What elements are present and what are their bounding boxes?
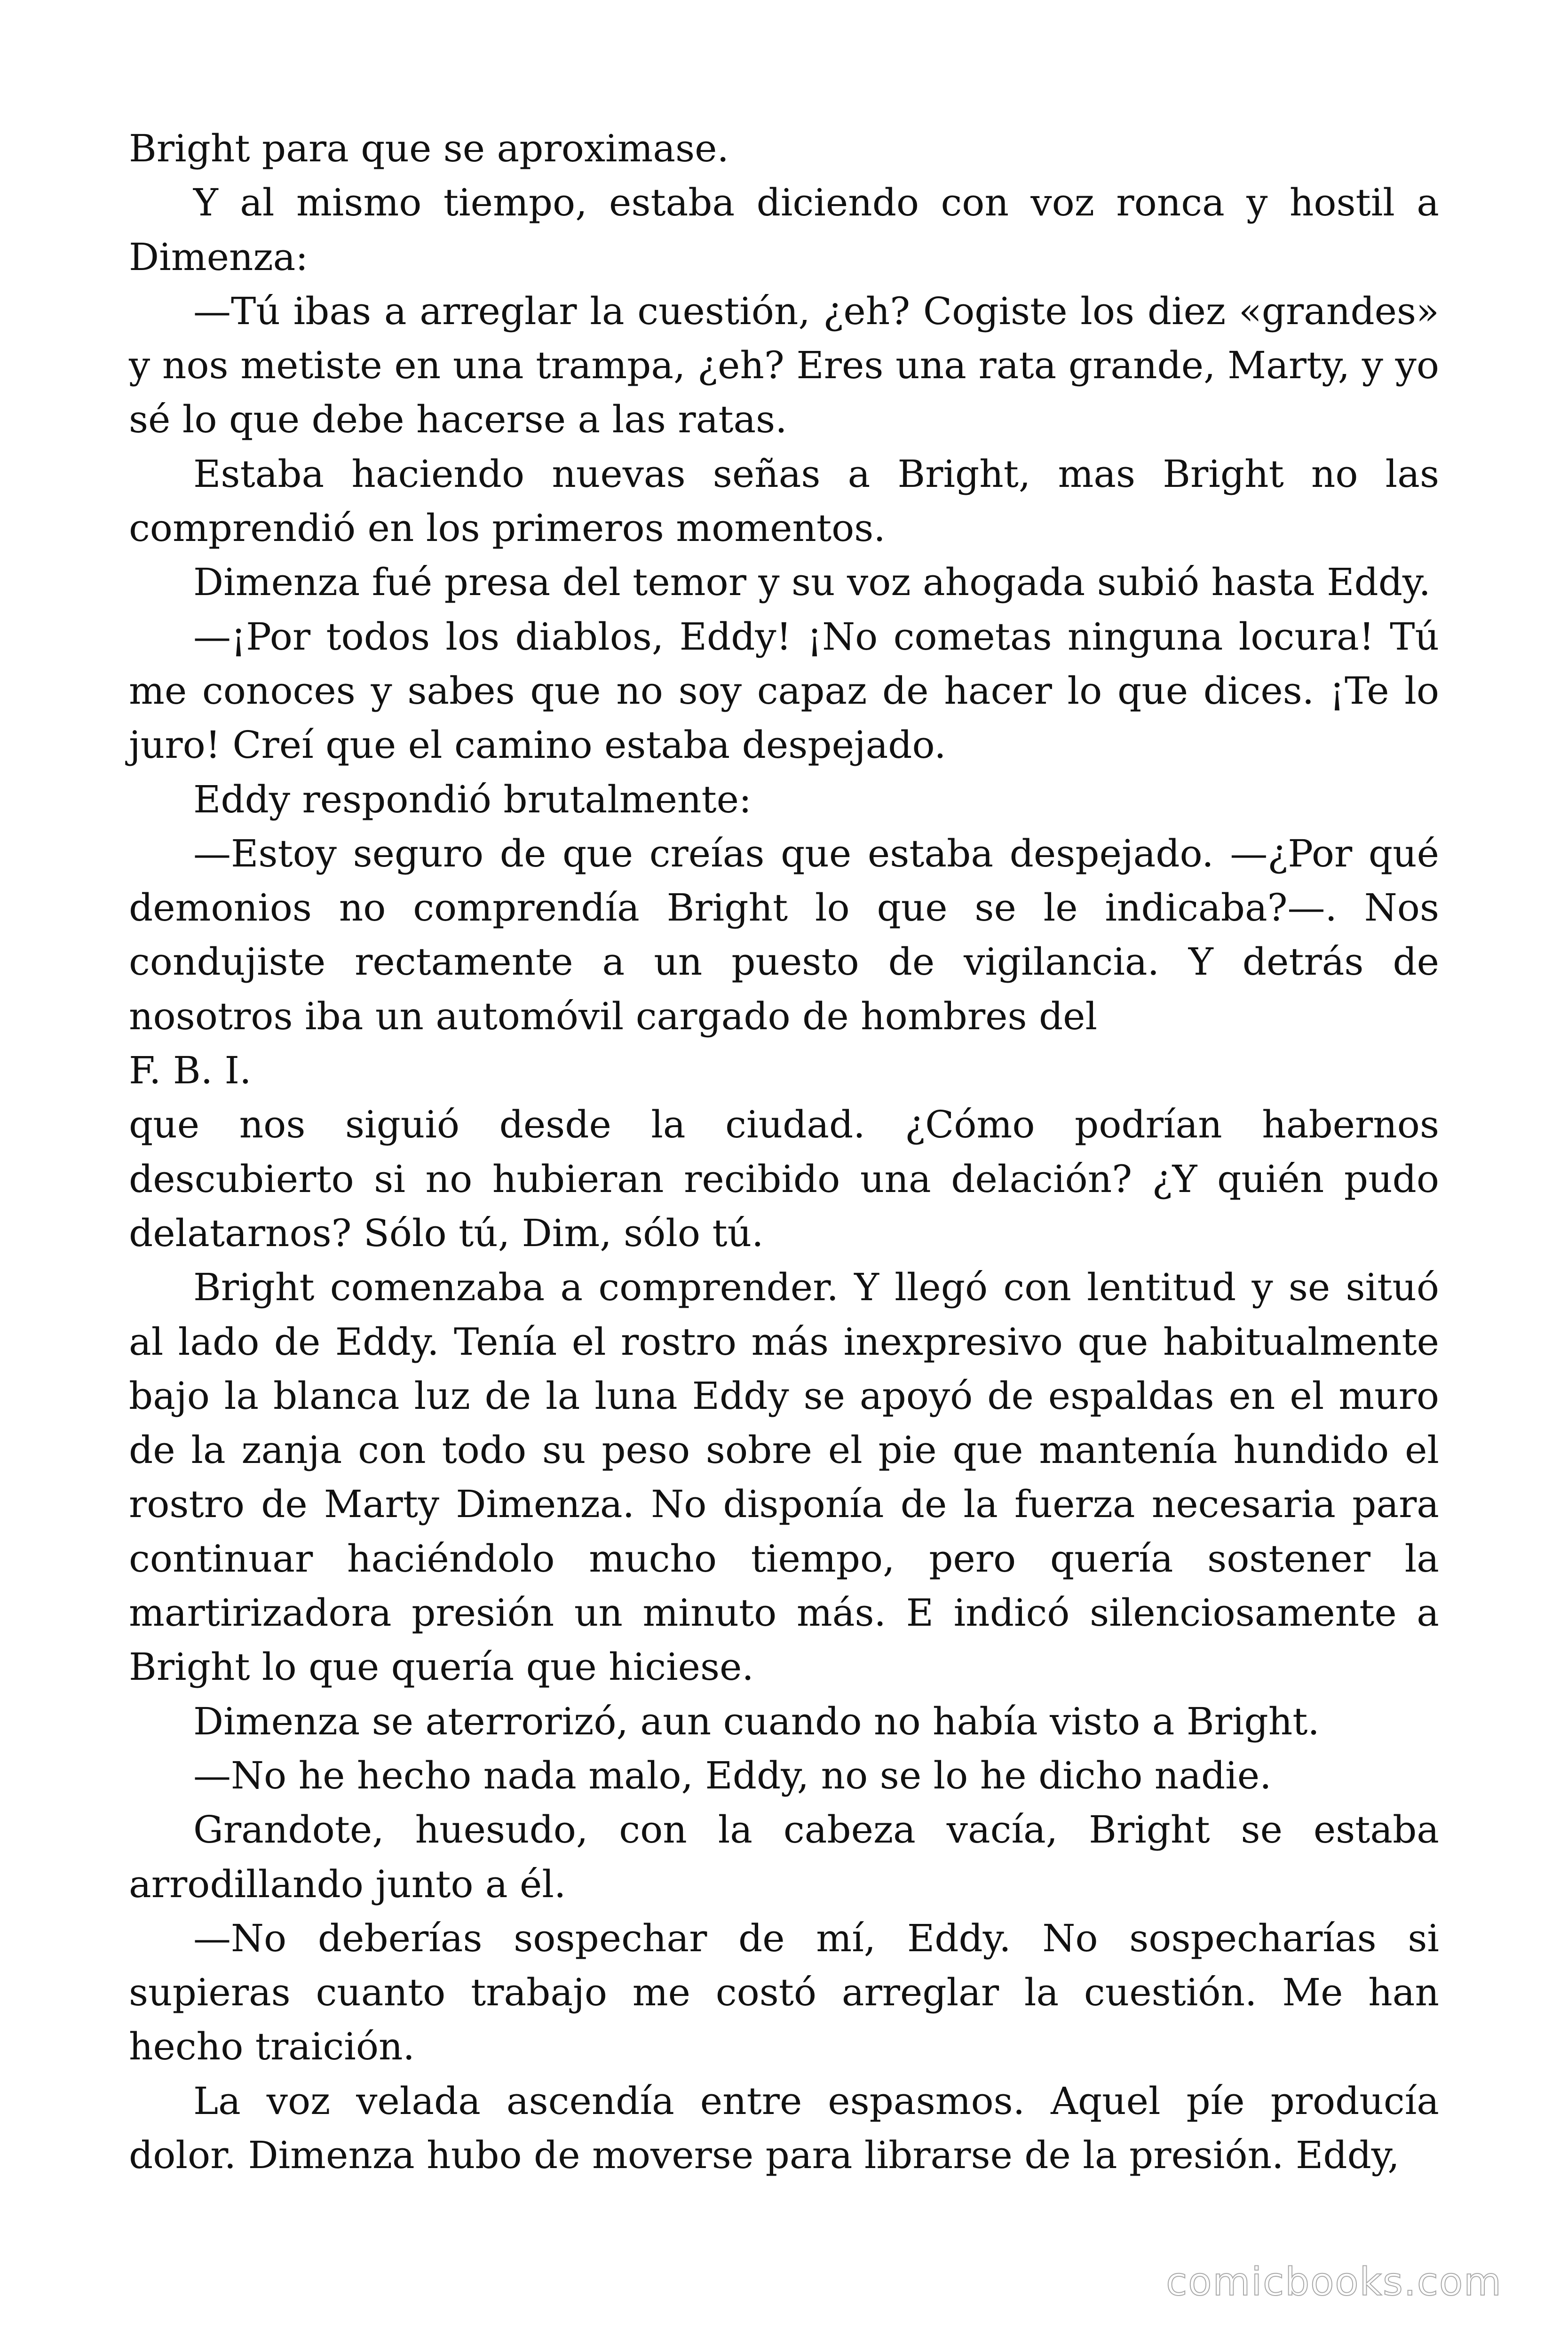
paragraph: —No he hecho nada malo, Eddy, no se lo he dicho nadie. — [193, 1753, 1272, 1797]
paragraph: —No deberías sospechar de mí, Eddy. No sospecharías si supieras cuanto trabajo me costó arreglar la cuestión. Me han hecho traición. — [129, 1916, 1439, 2069]
paragraph: Grandote, huesudo, con la cabeza vacía, Bright se estaba arrodillando junto a él. — [129, 1808, 1439, 1906]
paragraph: —Estoy seguro de que creías que estaba despejado. —¿Por qué demonios no comprendía Bright lo que se le indicaba?—. Nos condujiste rectamente a un puesto de vigilancia. Y detrás de nosotros iba un automóvil cargado de hombres del — [129, 831, 1439, 1038]
paragraph: Bright para que se aproximase. — [129, 127, 729, 170]
paragraph: —Tú ibas a arreglar la cuestión, ¿eh? Cogiste los diez «grandes» y nos metiste en una trampa, ¿eh? Eres una rata grande, Marty, y yo sé lo que debe hacerse a las ratas. — [129, 289, 1439, 442]
paragraph: Y al mismo tiempo, estaba diciendo con voz ronca y hostil a Dimenza: — [129, 181, 1439, 279]
paragraph: Dimenza fué presa del temor y su voz ahogada subió hasta Eddy. — [193, 560, 1431, 604]
paragraph: Dimenza se aterrorizó, aun cuando no había visto a Bright. — [193, 1699, 1320, 1743]
paragraph: —¡Por todos los diablos, Eddy! ¡No cometas ninguna locura! Tú me conoces y sabes que no soy capaz de hacer lo que dices. ¡Te lo juro! Creí que el camino estaba despejado. — [129, 614, 1439, 767]
paragraph: Eddy respondió brutalmente: — [193, 777, 752, 821]
paragraph: F. B. I. — [129, 1049, 252, 1093]
paragraph: que nos siguió desde la ciudad. ¿Cómo podrían habernos descubierto si no hubieran recibido una delación? ¿Y quién pudo delatarnos? Sólo tú, Dim, sólo tú. — [129, 1103, 1439, 1255]
paragraph: Bright comenzaba a comprender. Y llegó con lentitud y se situó al lado de Eddy. Tenía el rostro más inexpresivo que habitualmente bajo la blanca luz de la luna Eddy se apoyó de espaldas en el muro de la zanja con todo su peso sobre el pie que mantenía hundido el rostro de Marty Dimenza. No disponía de la fuerza necesaria para continuar haciéndolo mucho tiempo, pero quería sostener la martirizadora presión un minuto más. E indicó silenciosamente a Bright lo que quería que hiciese. — [129, 1265, 1439, 1689]
paragraph: La voz velada ascendía entre espasmos. Aquel píe producía dolor. Dimenza hubo de moverse para librarse de la presión. Eddy, — [129, 2079, 1439, 2177]
page-body — [129, 121, 1439, 2182]
watermark: comicbooks.com — [1166, 2260, 1502, 2304]
paragraph: Estaba haciendo nuevas señas a Bright, mas Bright no las comprendió en los primeros momentos. — [129, 452, 1439, 550]
